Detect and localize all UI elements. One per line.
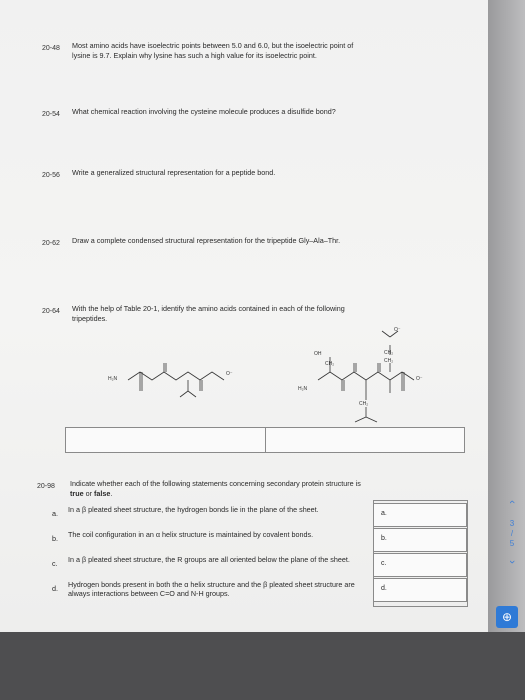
statement-text: In a β pleated sheet structure, the hydrogen bonds lie in the plane of the sheet. <box>68 505 319 514</box>
statement-text: In a β pleated sheet structure, the R groups are all oriented below the plane of the sheet. <box>68 555 350 564</box>
answer-box-right[interactable] <box>266 428 465 452</box>
page-total: 5 <box>509 539 515 548</box>
question-number: 20-54 <box>42 111 60 118</box>
question-line: true or false. <box>70 488 113 498</box>
methylene-label: CH₂ <box>384 358 394 364</box>
question-text <box>72 236 452 246</box>
chevron-down-icon[interactable]: › <box>506 560 518 564</box>
question-line: Indicate whether each of the following statements concerning secondary protein structure is <box>70 479 361 488</box>
answer-box-label: b. <box>381 535 387 542</box>
methylene-label: CH₂ <box>384 350 394 356</box>
desk-background <box>0 632 525 700</box>
answer-box-c[interactable] <box>373 553 467 577</box>
answer-box-label: a. <box>381 510 387 517</box>
statement-text: The coil configuration in an α helix structure is maintained by covalent bonds. <box>68 530 314 539</box>
answer-box-label: d. <box>381 585 387 592</box>
question-text <box>72 41 452 60</box>
page-separator: / <box>510 529 514 538</box>
tripeptide-structures <box>100 325 440 425</box>
carboxylate-label: O⁻ <box>394 327 401 333</box>
amine-label: H₂N <box>298 386 308 392</box>
question-text <box>72 107 452 117</box>
question-line: tripeptides. <box>72 313 108 323</box>
question-text <box>70 479 455 498</box>
page-navigator <box>504 497 520 567</box>
answer-boxes-20-64 <box>65 427 465 453</box>
question-text <box>72 304 452 323</box>
page-current: 3 <box>509 519 515 528</box>
statement-letter: c. <box>52 559 58 568</box>
carboxylate-label: O⁻ <box>416 376 423 382</box>
methylene-label: CH₂ <box>359 401 369 407</box>
answer-box-d[interactable] <box>373 578 467 602</box>
carboxylate-label: O⁻ <box>226 371 233 377</box>
question-line: Most amino acids have isoelectric points between 5.0 and 6.0, but the isoelectric point of <box>72 41 354 50</box>
amine-label: H₂N <box>108 376 118 382</box>
false-word: false <box>94 488 111 498</box>
question-line: Write a generalized structural representation for a peptide bond. <box>72 168 276 177</box>
zoom-in-icon[interactable]: ⊕ <box>496 606 518 628</box>
question-line: What chemical reaction involving the cysteine molecule produces a disulfide bond? <box>72 107 336 116</box>
statement-letter: b. <box>52 534 58 543</box>
or-word: or <box>85 488 92 498</box>
answer-box-label: c. <box>381 560 387 567</box>
question-text <box>72 168 452 178</box>
statement-letter: a. <box>52 509 58 518</box>
answer-box-left[interactable] <box>66 428 266 452</box>
chevron-up-icon[interactable]: ‹ <box>506 500 518 504</box>
statement-letter: d. <box>52 584 58 593</box>
question-number: 20-56 <box>42 172 60 179</box>
question-number: 20-98 <box>37 483 55 490</box>
true-word: true <box>70 488 84 498</box>
statement-text: Hydrogen bonds present in both the α helix structure and the β pleated sheet structure are always interactions between C=O and N-H groups. <box>68 580 355 598</box>
question-number: 20-64 <box>42 308 60 315</box>
answer-box-a[interactable] <box>373 503 467 527</box>
hydroxyl-label: OH <box>314 351 322 357</box>
question-line: lysine is 9.7. Explain why lysine has such a high value for its isoelectric point. <box>72 50 317 60</box>
question-number: 20-62 <box>42 240 60 247</box>
methylene-label: CH₂ <box>325 361 335 367</box>
question-line: Draw a complete condensed structural representation for the tripeptide Gly–Ala–Thr. <box>72 236 341 245</box>
question-number: 20-48 <box>42 45 60 52</box>
question-line: With the help of Table 20-1, identify the amino acids contained in each of the following <box>72 304 345 313</box>
answer-box-b[interactable] <box>373 528 467 552</box>
